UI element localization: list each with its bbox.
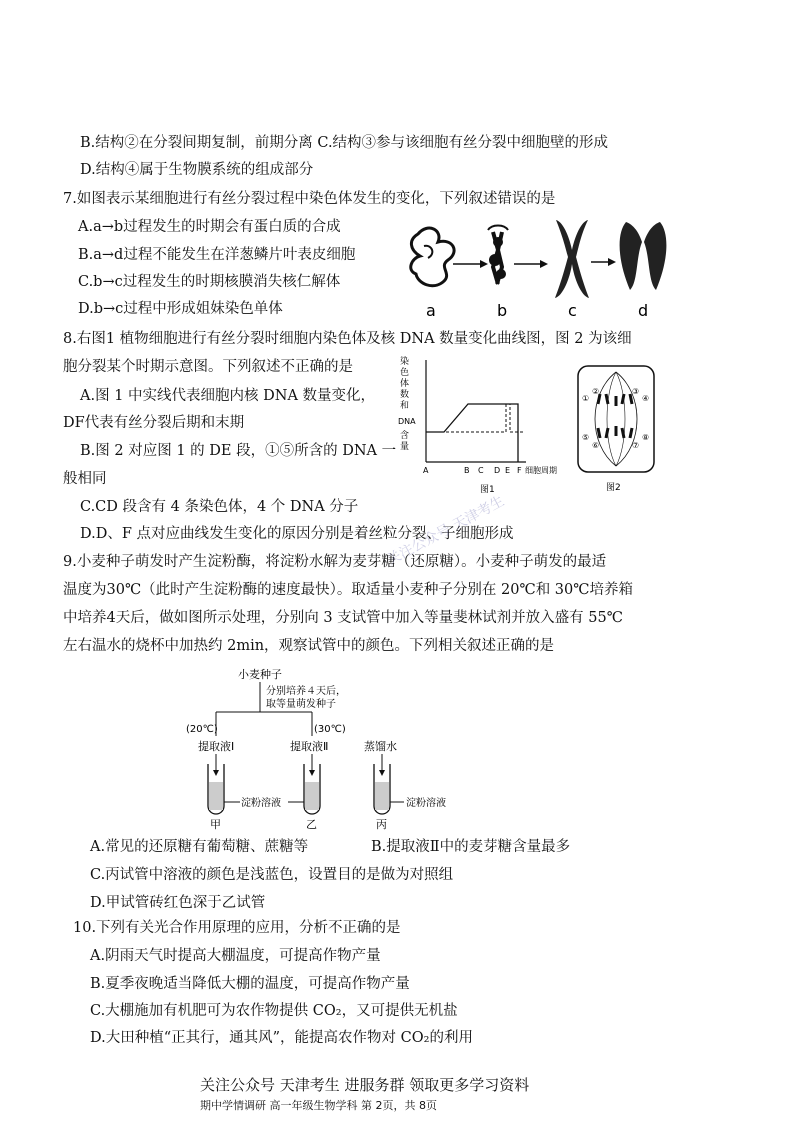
q7-option-d: D.b→c过程中形成姐妹染色单体 — [78, 301, 283, 317]
fig9-ext1: 提取液Ⅰ — [198, 740, 235, 753]
fig9-water: 蒸馏水 — [364, 740, 397, 753]
cell-num-2: ② — [592, 387, 600, 396]
q9-stem-line3: 中培养4天后，做如图所示处理，分别向 3 支试管中加入等量斐林试剂并放入盛有 55℃ — [63, 610, 623, 626]
q7-option-b: B.a→d过程不能发生在洋葱鳞片叶表皮细胞 — [78, 247, 356, 263]
graph-xlabel: 细胞周期 — [525, 466, 557, 475]
q9-option-a: A.常见的还原糖有葡萄糖、蔗糖等 — [90, 839, 309, 855]
q10-option-d: D.大田种植“正其行，通其风”，能提高农作物对 CO₂的利用 — [90, 1030, 473, 1046]
q9-option-b: B.提取液Ⅱ中的麦芽糖含量最多 — [371, 839, 571, 855]
fig9-tube2: 乙 — [306, 818, 317, 831]
q7-option-c: C.b→c过程发生的时期核膜消失核仁解体 — [78, 274, 341, 290]
cell-num-3: ③ — [632, 387, 640, 396]
svg-text:色: 色 — [400, 368, 410, 378]
fig9-t20: (20℃) — [186, 724, 218, 735]
graph-ylabel: 染 — [400, 357, 410, 367]
q7-option-a: A.a→b过程发生的时期会有蛋白质的合成 — [78, 219, 341, 235]
q10-option-b: B.夏季夜晚适当降低大棚的温度，可提高作物产量 — [90, 976, 410, 992]
q10-option-c: C.大棚施加有机肥可为农作物提供 CO₂，又可提供无机盐 — [90, 1003, 458, 1019]
q6-option-b-c: B.结构②在分裂间期复制，前期分离 C.结构③参与该细胞有丝分裂中细胞壁的形成 — [80, 135, 609, 151]
q6-option-d: D.结构④属于生物膜系统的组成部分 — [80, 162, 314, 178]
chromosome-change-figure — [398, 212, 698, 322]
fig9-starch2: 淀粉溶液 — [406, 798, 446, 809]
q8-option-a-line2: DF代表有丝分裂后期和末期 — [63, 415, 245, 431]
experiment-figure — [180, 664, 480, 834]
cell-num-4: ④ — [642, 394, 650, 403]
svg-text:和: 和 — [400, 401, 410, 411]
fig9-t30: (30℃) — [314, 724, 346, 735]
tick-A: A — [423, 466, 429, 475]
tick-F: F — [517, 466, 522, 475]
chromosome-dna-graph — [398, 352, 570, 497]
tick-E: E — [505, 466, 511, 475]
fig9-starch1: 淀粉溶液 — [241, 798, 281, 809]
fig9-tube1: 甲 — [210, 818, 221, 831]
cell-num-7: ⑦ — [632, 441, 640, 450]
fig9-step: 分别培养４天后， — [266, 686, 346, 697]
cell-num-1: ① — [582, 394, 590, 403]
cell-division-diagram — [576, 364, 658, 494]
tick-D: D — [494, 466, 501, 475]
q10-stem: 10.下列有关光合作用原理的应用，分析不正确的是 — [73, 920, 401, 936]
fig9-ext2: 提取液Ⅱ — [290, 740, 329, 753]
fig9-step2: 取等量萌发种子 — [266, 699, 336, 710]
q8-option-b-line2: 般相同 — [63, 471, 107, 487]
tick-C: C — [478, 466, 484, 475]
fig7-label-d: d — [638, 301, 649, 320]
q9-stem-line4: 左右温水的烧杯中加热约 2min，观察试管中的颜色。下列相关叙述正确的是 — [63, 638, 555, 654]
q9-stem-line1: 9.小麦种子萌发时产生淀粉酶，将淀粉水解为麦芽糖（还原糖）。小麦种子萌发的最适 — [63, 554, 607, 570]
graph-caption: 图1 — [480, 485, 495, 495]
cell-num-6: ⑥ — [592, 441, 600, 450]
q7-stem: 7.如图表示某细胞进行有丝分裂过程中染色体发生的变化，下列叙述错误的是 — [63, 191, 556, 207]
graph-dna-label: DNA — [398, 417, 416, 426]
q9-option-c: C.丙试管中溶液的颜色是浅蓝色，设置目的是做为对照组 — [90, 867, 454, 883]
footer-promo: 关注公众号 天津考生 进服务群 领取更多学习资料 — [200, 1076, 530, 1094]
tick-B: B — [464, 466, 470, 475]
cell-num-8: ⑧ — [642, 433, 650, 442]
q8-option-d: D.D、F 点对应曲线发生变化的原因分别是着丝粒分裂、子细胞形成 — [80, 526, 514, 542]
cell-caption: 图2 — [606, 483, 621, 493]
fig9-seed: 小麦种子 — [238, 668, 282, 681]
fig9-tube3: 丙 — [376, 818, 387, 831]
fig7-label-c: c — [568, 301, 577, 320]
svg-text:量: 量 — [400, 442, 410, 452]
svg-text:体: 体 — [400, 379, 410, 389]
q8-option-a-line1: A.图 1 中实线代表细胞内核 DNA 数量变化， — [80, 388, 376, 404]
q10-option-a: A.阴雨天气时提高大棚温度，可提高作物产量 — [90, 948, 381, 964]
cell-num-5: ⑤ — [582, 433, 590, 442]
q8-stem-line1: 8.右图1 植物细胞进行有丝分裂时细胞内染色体及核 DNA 数量变化曲线图，图 2 为该细 — [63, 331, 632, 347]
q8-option-c: C.CD 段含有 4 条染色体，4 个 DNA 分子 — [80, 499, 359, 515]
q8-option-b-line1: B.图 2 对应图 1 的 DE 段，①⑤所含的 DNA 一 — [80, 443, 397, 459]
svg-text:数: 数 — [400, 390, 410, 400]
watermark: 关注公众号 天津考生 — [384, 493, 508, 569]
footer-page-info: 期中学情调研 高一年级生物学科 第 2页，共 8页 — [200, 1099, 437, 1112]
q9-stem-line2: 温度为30℃（此时产生淀粉酶的速度最快）。取适量小麦种子分别在 20℃和 30℃培养箱 — [63, 582, 633, 598]
q9-option-d: D.甲试管砖红色深于乙试管 — [90, 895, 266, 911]
q8-stem-line2: 胞分裂某个时期示意图。下列叙述不正确的是 — [63, 359, 353, 375]
fig7-label-b: b — [497, 301, 508, 320]
fig7-label-a: a — [426, 301, 436, 320]
svg-text:含: 含 — [400, 431, 410, 441]
